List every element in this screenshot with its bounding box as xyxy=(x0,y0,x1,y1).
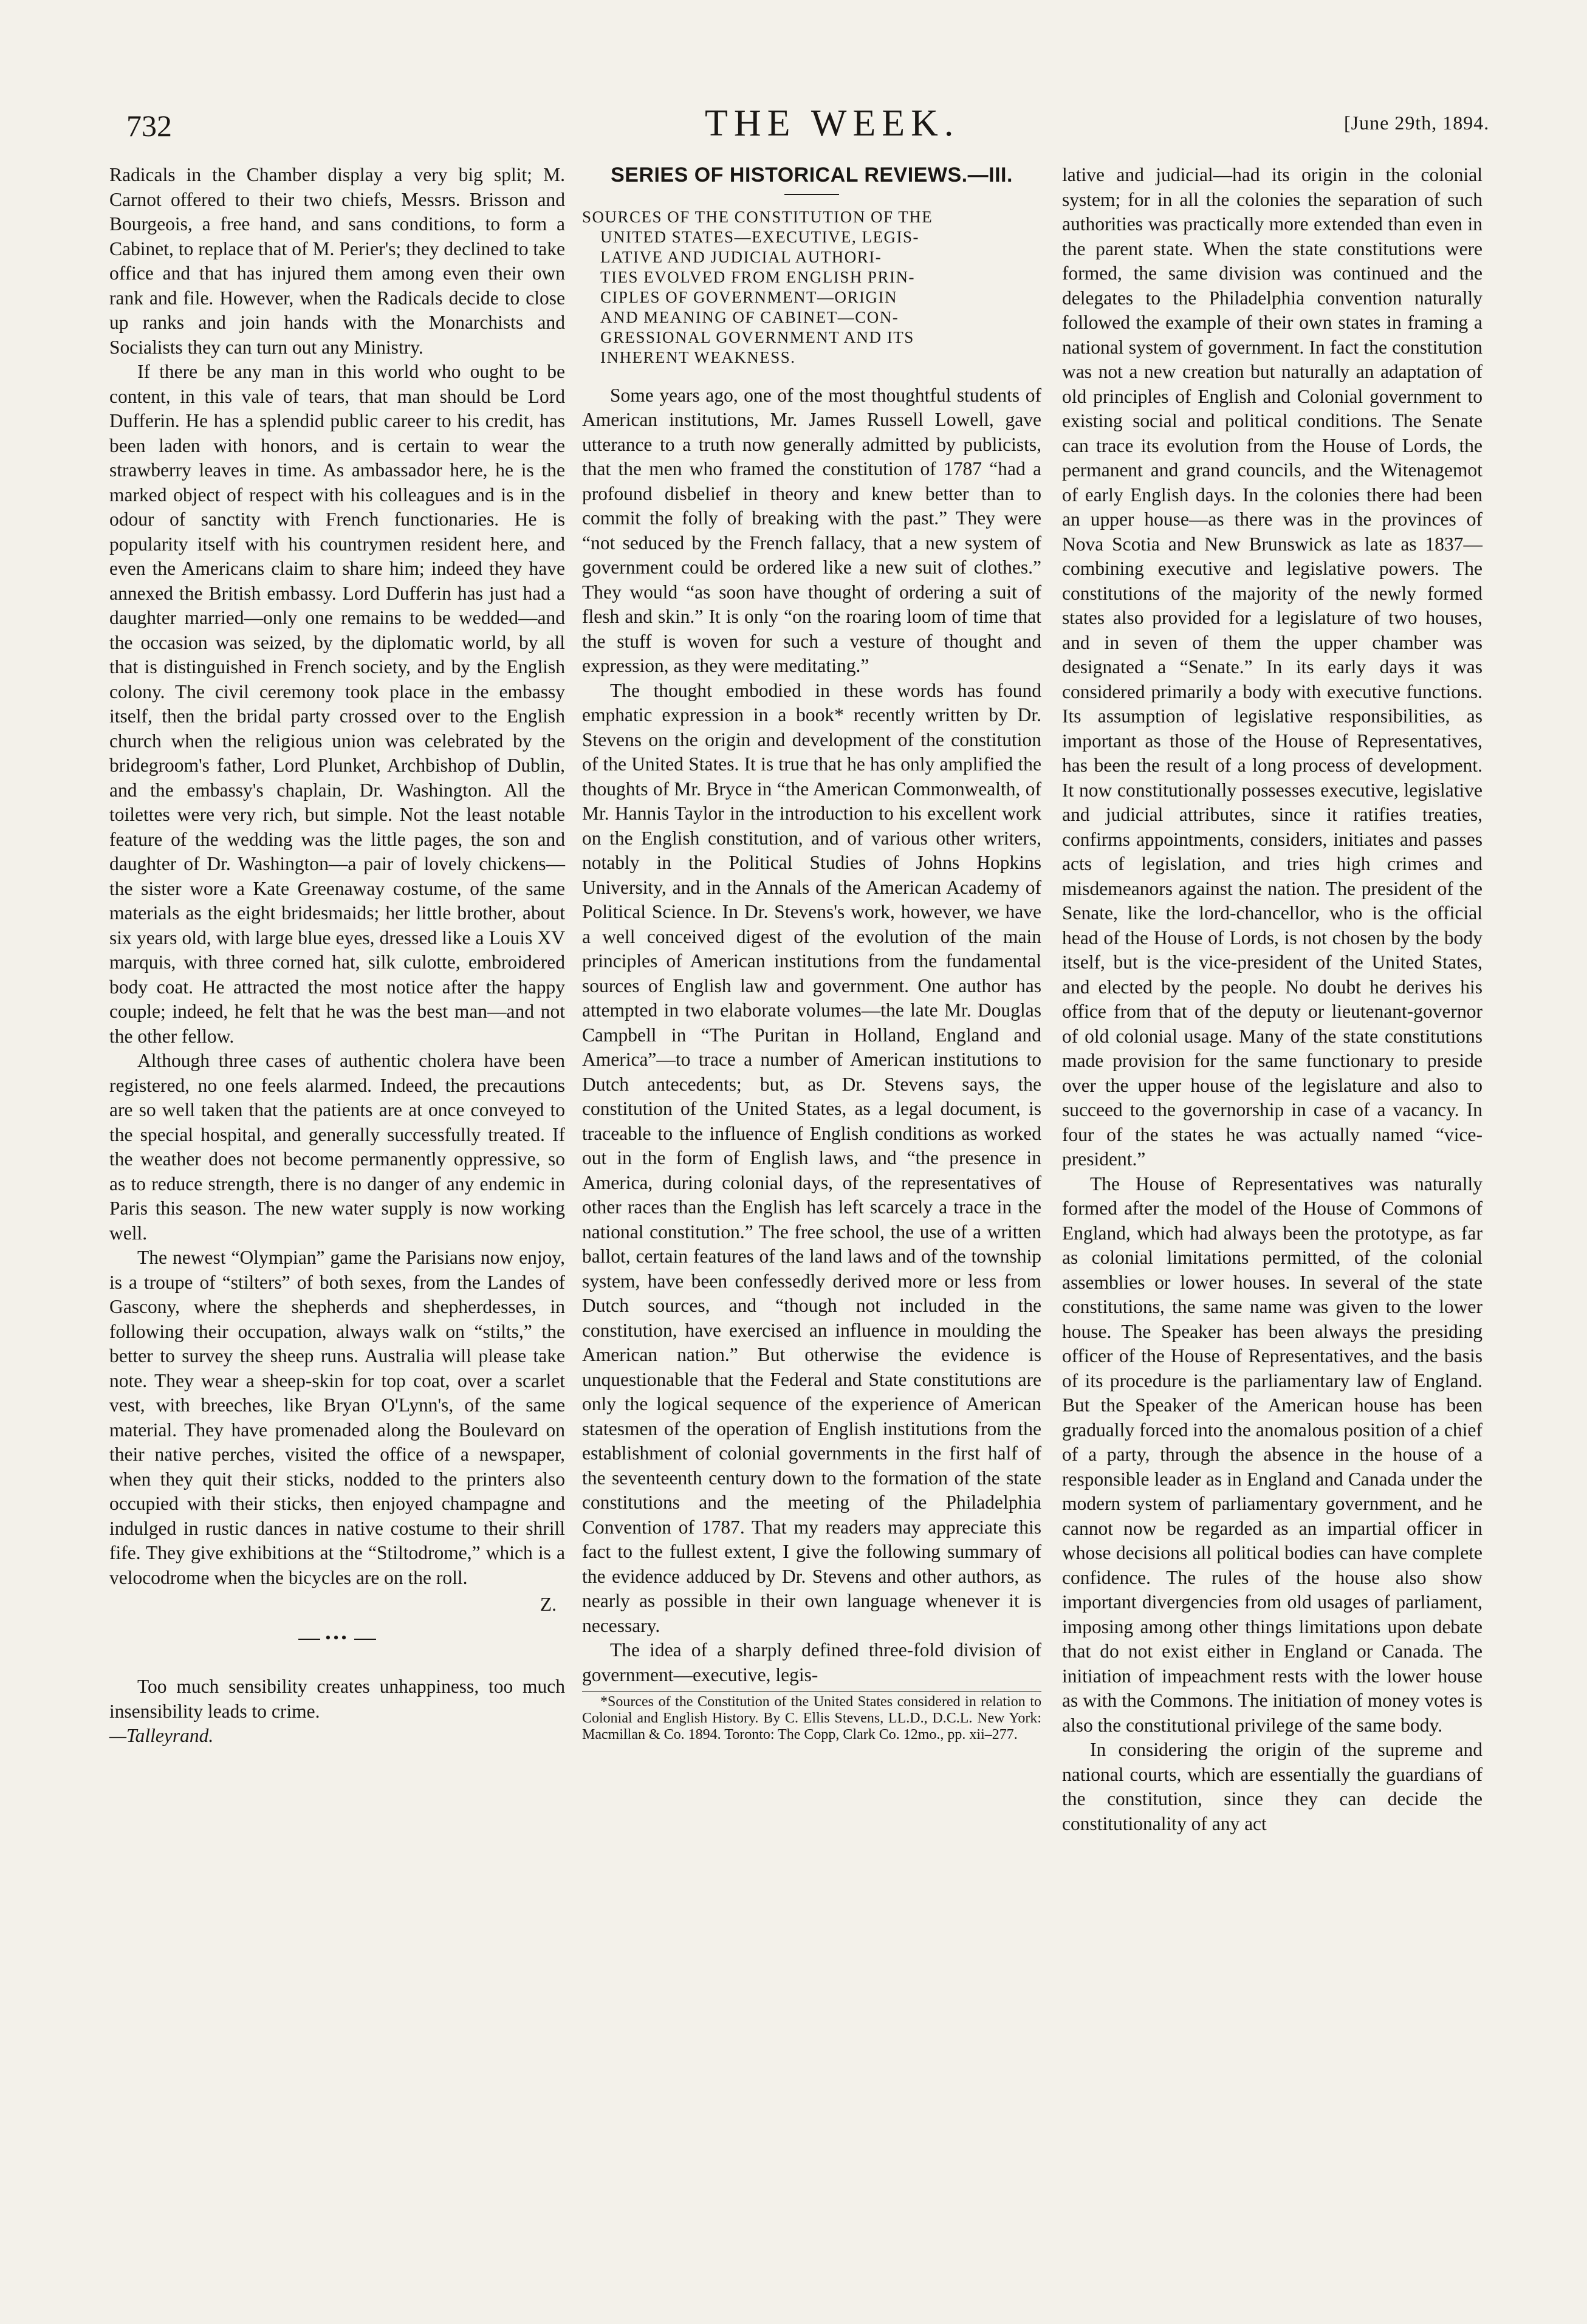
footnote: *Sources of the Constitution of the United States considered in relation to Colonial and English History. By C. Ellis Stevens, LL.D., D.C.L. New York: Macmillan & Co. 1894. Toronto: The Copp, Clark Co. 12mo., pp. xii–277. xyxy=(582,1691,1041,1743)
subhead-line: UNITED STATES—EXECUTIVE, LEGIS- xyxy=(600,227,920,246)
title-rule xyxy=(784,194,839,195)
page-number: 732 xyxy=(126,109,172,143)
subhead-line: CIPLES OF GOVERNMENT—ORIGIN xyxy=(600,287,898,306)
subhead-line: SOURCES OF THE CONSTITUTION OF THE xyxy=(582,207,933,226)
paragraph: In considering the origin of the supreme and national courts, which are essentially the guardians of the constitution, since they can decide the constitutionality of any act xyxy=(1062,1739,1482,1834)
article-title: SERIES OF HISTORICAL REVIEWS.—III. xyxy=(611,163,1013,187)
quote-attribution: —Talleyrand. xyxy=(109,1725,214,1746)
section-divider: ••• xyxy=(109,1626,565,1651)
subhead-line: GRESSIONAL GOVERNMENT AND ITS xyxy=(600,327,914,346)
subhead-line: INHERENT WEAKNESS. xyxy=(600,348,796,366)
column-left xyxy=(109,163,565,1749)
paragraph: The idea of a sharply defined three-fold division of government—executive, legis- xyxy=(582,1639,1041,1685)
paragraph: If there be any man in this world who ought to be content, in this vale of tears, that man should be Lord Dufferin. He has a splendid public career to his credit, has been laden with honors, and is certain to wear the strawberry leaves in time. As ambassador here, he is the marked object of respect with his colleagues and is in the odour of sanctity with French functionaries. He is popularity itself with his countrymen resident here, and even the Americans claim to share him; indeed they have annexed the British embassy. Lord Dufferin has just had a daughter married—only one remains to be wedded—and the occasion was seized, by the diplomatic world, by all that is distinguished in French society, and by the English colony. The civil ceremony took place in the embassy itself, then the bridal party crossed over to the English church when the religious union was celebrated by the bridegroom's father, Lord Plunket, Archbishop of Dublin, and the embassy's chaplain, Dr. Washington. All the toilettes were very rich, but simple. Not the least notable feature of the wedding was the little pages, the son and daughter of Dr. Washington—a pair of lovely chickens—the sister wore a Kate Greenaway costume, of the same materials as the eight bridesmaids; her little brother, about six years old, with large blue eyes, dressed like a Louis XV marquis, with three corned hat, silk culotte, embroidered body coat. He attracted the most notice after the happy couple; indeed, he felt that he was the best man—and not the other fellow. xyxy=(109,361,565,1047)
quote: Too much sensibility creates unhappiness, too much insensibility leads to crime. xyxy=(109,1676,565,1722)
header-date: [June 29th, 1894. xyxy=(1344,112,1490,134)
paragraph: Although three cases of authentic cholera have been registered, no one feels alarmed. Indeed, the precautions are so well taken that the patients are at once conveyed to the special hospital, and generally successfully treated. If the weather does not become permanently oppressive, so as to reduce strength, there is no danger of any endemic in Paris this season. The new water supply is now working well. xyxy=(109,1050,565,1244)
paragraph: The thought embodied in these words has found emphatic expression in a book* recently written by Dr. Stevens on the origin and development of the constitution of the United States. It is true that he has only amplified the thoughts of Mr. Bryce in “the American Commonwealth, of Mr. Hannis Taylor in the introduction to his excellent work on the English constitution, and of various other writers, notably in the Political Studies of Johns Hopkins University, and in the Annals of the American Academy of Political Science. In Dr. Stevens's work, however, we have a well conceived digest of the evolution of the main principles of American institutions from the fundamental sources of English law and government. One author has attempted in two elaborate volumes—the late Mr. Douglas Campbell in “The Puritan in Holland, England and America”—to trace a number of American institutions to Dutch antecedents; but, as Dr. Stevens says, the constitution of the United States, as a legal document, is traceable to the influence of English conditions as worked out in the form of English laws, and “the presence in America, during colonial days, of the representatives of other races than the English has left scarcely a trace in the national constitution.” The free school, the use of a written ballot, certain features of the land laws and of the township system, have been confessedly derived more or less from Dutch sources, and “though not included in the constitution, have exercised an influence in moulding the American nation.” But otherwise the evidence is unquestionable that the Federal and State constitutions are only the logical sequence of the experience of American statesmen of the operation of English institutions from the establishment of colonial governments in the first half of the seventeenth century down to the formation of the state constitutions and the meeting of the Philadelphia Convention of 1787. That my readers may appreciate this fact to the fullest extent, I give the following summary of the evidence adduced by Dr. Stevens and other authors, as nearly as possible in their own language whenever it is necessary. xyxy=(582,679,1041,1636)
column-middle xyxy=(582,163,1041,1743)
subhead-line: AND MEANING OF CABINET—CON- xyxy=(600,307,899,326)
paragraph: Radicals in the Chamber display a very big split; M. Carnot offered to their two chiefs, Messrs. Brisson and Bourgeois, a free hand, and sans conditions, to form a Cabinet, to replace that of M. Perier's; they declined to take office and that has injured them among even their own rank and file. However, when the Radicals decide to close up ranks and join hands with the Monarchists and Socialists they can turn out any Ministry. xyxy=(109,164,565,358)
paragraph: The House of Representatives was naturally formed after the model of the House of Commons of England, which had always been the prototype, as far as colonial limitations permitted, of the colonial assemblies or lower houses. In several of the state constitutions, the same name was given to the lower house. The Speaker has been always the presiding officer of the House of Representatives, and the basis of its procedure is the parliamentary law of England. But the Speaker of the American house has been gradually forced into the anomalous position of a chief of a party, through the absence in the house of a responsible leader as in England and Canada under the modern system of parliamentary government, and he cannot now be regarded as an impartial officer in whose decisions all political bodies can have complete confidence. The rules of the house also show important divergencies from old usages of parliament, imposing among other things limitations upon debate that do not exist either in England or Canada. The initiation of impeachment rests with the lower house as with the Commons. The initiation of money votes is also the constitutional privilege of the same body. xyxy=(1062,1173,1482,1736)
signature: Z. xyxy=(540,1594,557,1615)
masthead: THE WEEK. xyxy=(705,103,960,144)
subhead-line: TIES EVOLVED FROM ENGLISH PRIN- xyxy=(600,267,916,286)
column-right xyxy=(1062,163,1482,1836)
article-subhead xyxy=(582,207,1041,368)
paragraph: lative and judicial—had its origin in the colonial system; for in all the colonies the separation of such authorities was practically more extended than even in the parent state. When the state constitutions were formed, the same division was continued and the delegates to the Philadelphia convention naturally followed the example of their own states in framing a national system of government. In fact the constitution was not a new creation but naturally an adaptation of old principles of English and Colonial government to existing social and political conditions. The Senate can trace its evolution from the House of Lords, the permanent and grand councils, and the Witenagemot of early English days. In the colonies there had been an upper house—as there was in the provinces of Nova Scotia and New Brunswick as late as 1837—combining executive and legislative powers. The constitutions of the majority of the newly formed states also provided for a legislature of two houses, and in seven of them the upper chamber was designated a “Senate.” In its early days it was considered primarily a body with executive functions. Its assumption of legislative responsibilities, as important as those of the House of Representatives, has been the result of a long process of development. It now constitutionally possesses executive, legislative and judicial attributes, since it ratifies treaties, confirms appointments, considers, initiates and passes acts of legislation, and tries high crimes and misdemeanors against the nation. The president of the Senate, like the lord-chancellor, who is the official head of the House of Lords, is not chosen by the body itself, but is the vice-president of the United States, and elected by the people. No doubt he derives his office from that of the deputy or lieutenant-governor of old colonial usage. Many of the state constitutions made provision for the same functionary to preside over the upper house of the legislature and also to succeed to the governorship in case of a vacancy. In four of the states he was actually named “vice-president.” xyxy=(1062,164,1482,1170)
subhead-line: LATIVE AND JUDICIAL AUTHORI- xyxy=(600,247,882,266)
paragraph: Some years ago, one of the most thoughtful students of American institutions, Mr. James Russell Lowell, gave utterance to a truth now generally admitted by publicists, that the men who framed the constitution of 1787 “had a profound disbelief in theory and knew better than to commit the folly of breaking with the past.” They were “not seduced by the French fallacy, that a new system of government could be ordered like a new suit of clothes.” They would “as soon have thought of ordering a suit of flesh and skin.” It is only “on the roaring loom of time that the stuff is woven for such a vesture of thought and expression, as they were meditating.” xyxy=(582,384,1041,676)
paragraph: The newest “Olympian” game the Parisians now enjoy, is a troupe of “stilters” of both sexes, from the Landes of Gascony, where the shepherds and shepherdesses, in following their occupation, always walk on “stilts,” the better to survey the sheep runs. Australia will please take note. They wear a sheep-skin for top coat, over a scarlet vest, with breeches, like Bryan O'Lynn's, of the same material. They have promenaded along the Boulevard on their native perches, visited the office of a newspaper, when they quit their sticks, nodded to the printers also occupied with their sticks, then enjoyed champagne and indulged in rustic dances in native costume to their shrill fife. They give exhibitions at the “Stiltodrome,” which is a velocodrome when the bicycles are on the roll. xyxy=(109,1247,565,1588)
